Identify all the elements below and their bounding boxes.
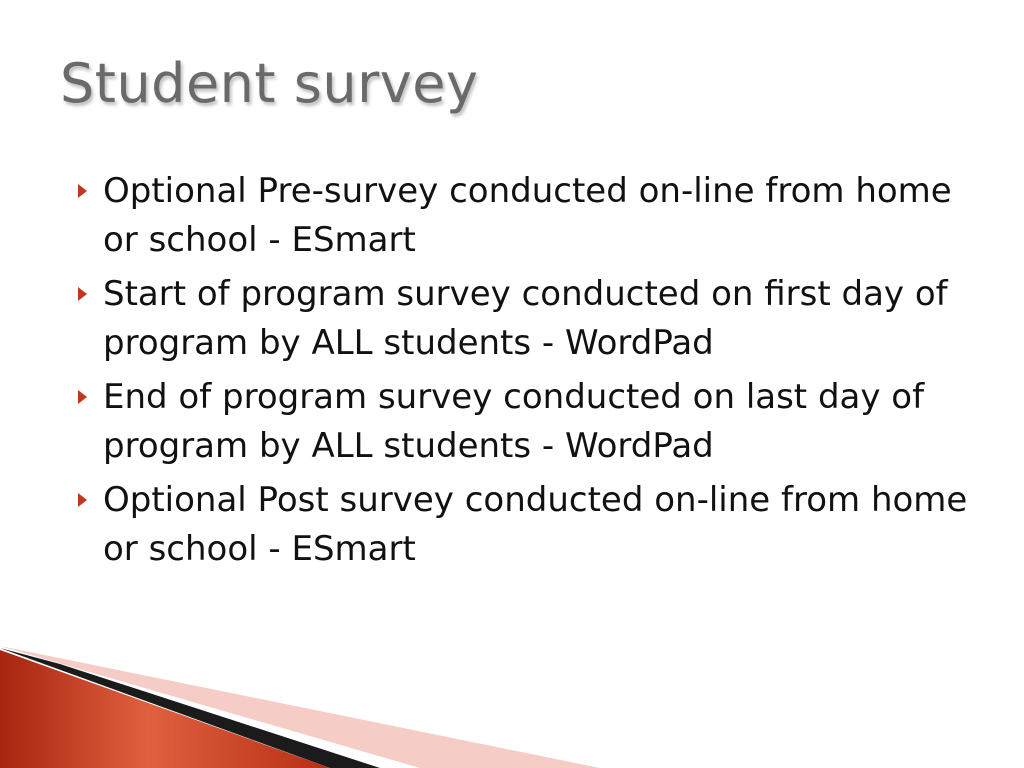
triangle-bullet-icon — [78, 184, 87, 198]
bullet-list — [73, 167, 973, 579]
dark-wedge-shape — [0, 648, 380, 768]
bullet-item — [73, 270, 973, 368]
triangle-bullet-icon — [78, 493, 87, 507]
bullet-text: Start of program survey conducted on first day of program by ALL students - WordPad — [103, 274, 948, 363]
bullet-item — [73, 373, 973, 471]
pink-wedge-shape — [0, 646, 600, 768]
slide-title: Student survey — [60, 52, 479, 115]
bullet-item — [73, 167, 973, 265]
bullet-text: Optional Post survey conducted on-line from home or school - ESmart — [103, 480, 968, 569]
triangle-bullet-icon — [78, 287, 87, 301]
bullet-item — [73, 476, 973, 574]
triangle-bullet-icon — [78, 390, 87, 404]
bullet-text: End of program survey conducted on last day of program by ALL students - WordPad — [103, 377, 925, 466]
red-wedge-shape — [0, 650, 330, 768]
bullet-text: Optional Pre-survey conducted on-line from home or school - ESmart — [103, 171, 952, 260]
